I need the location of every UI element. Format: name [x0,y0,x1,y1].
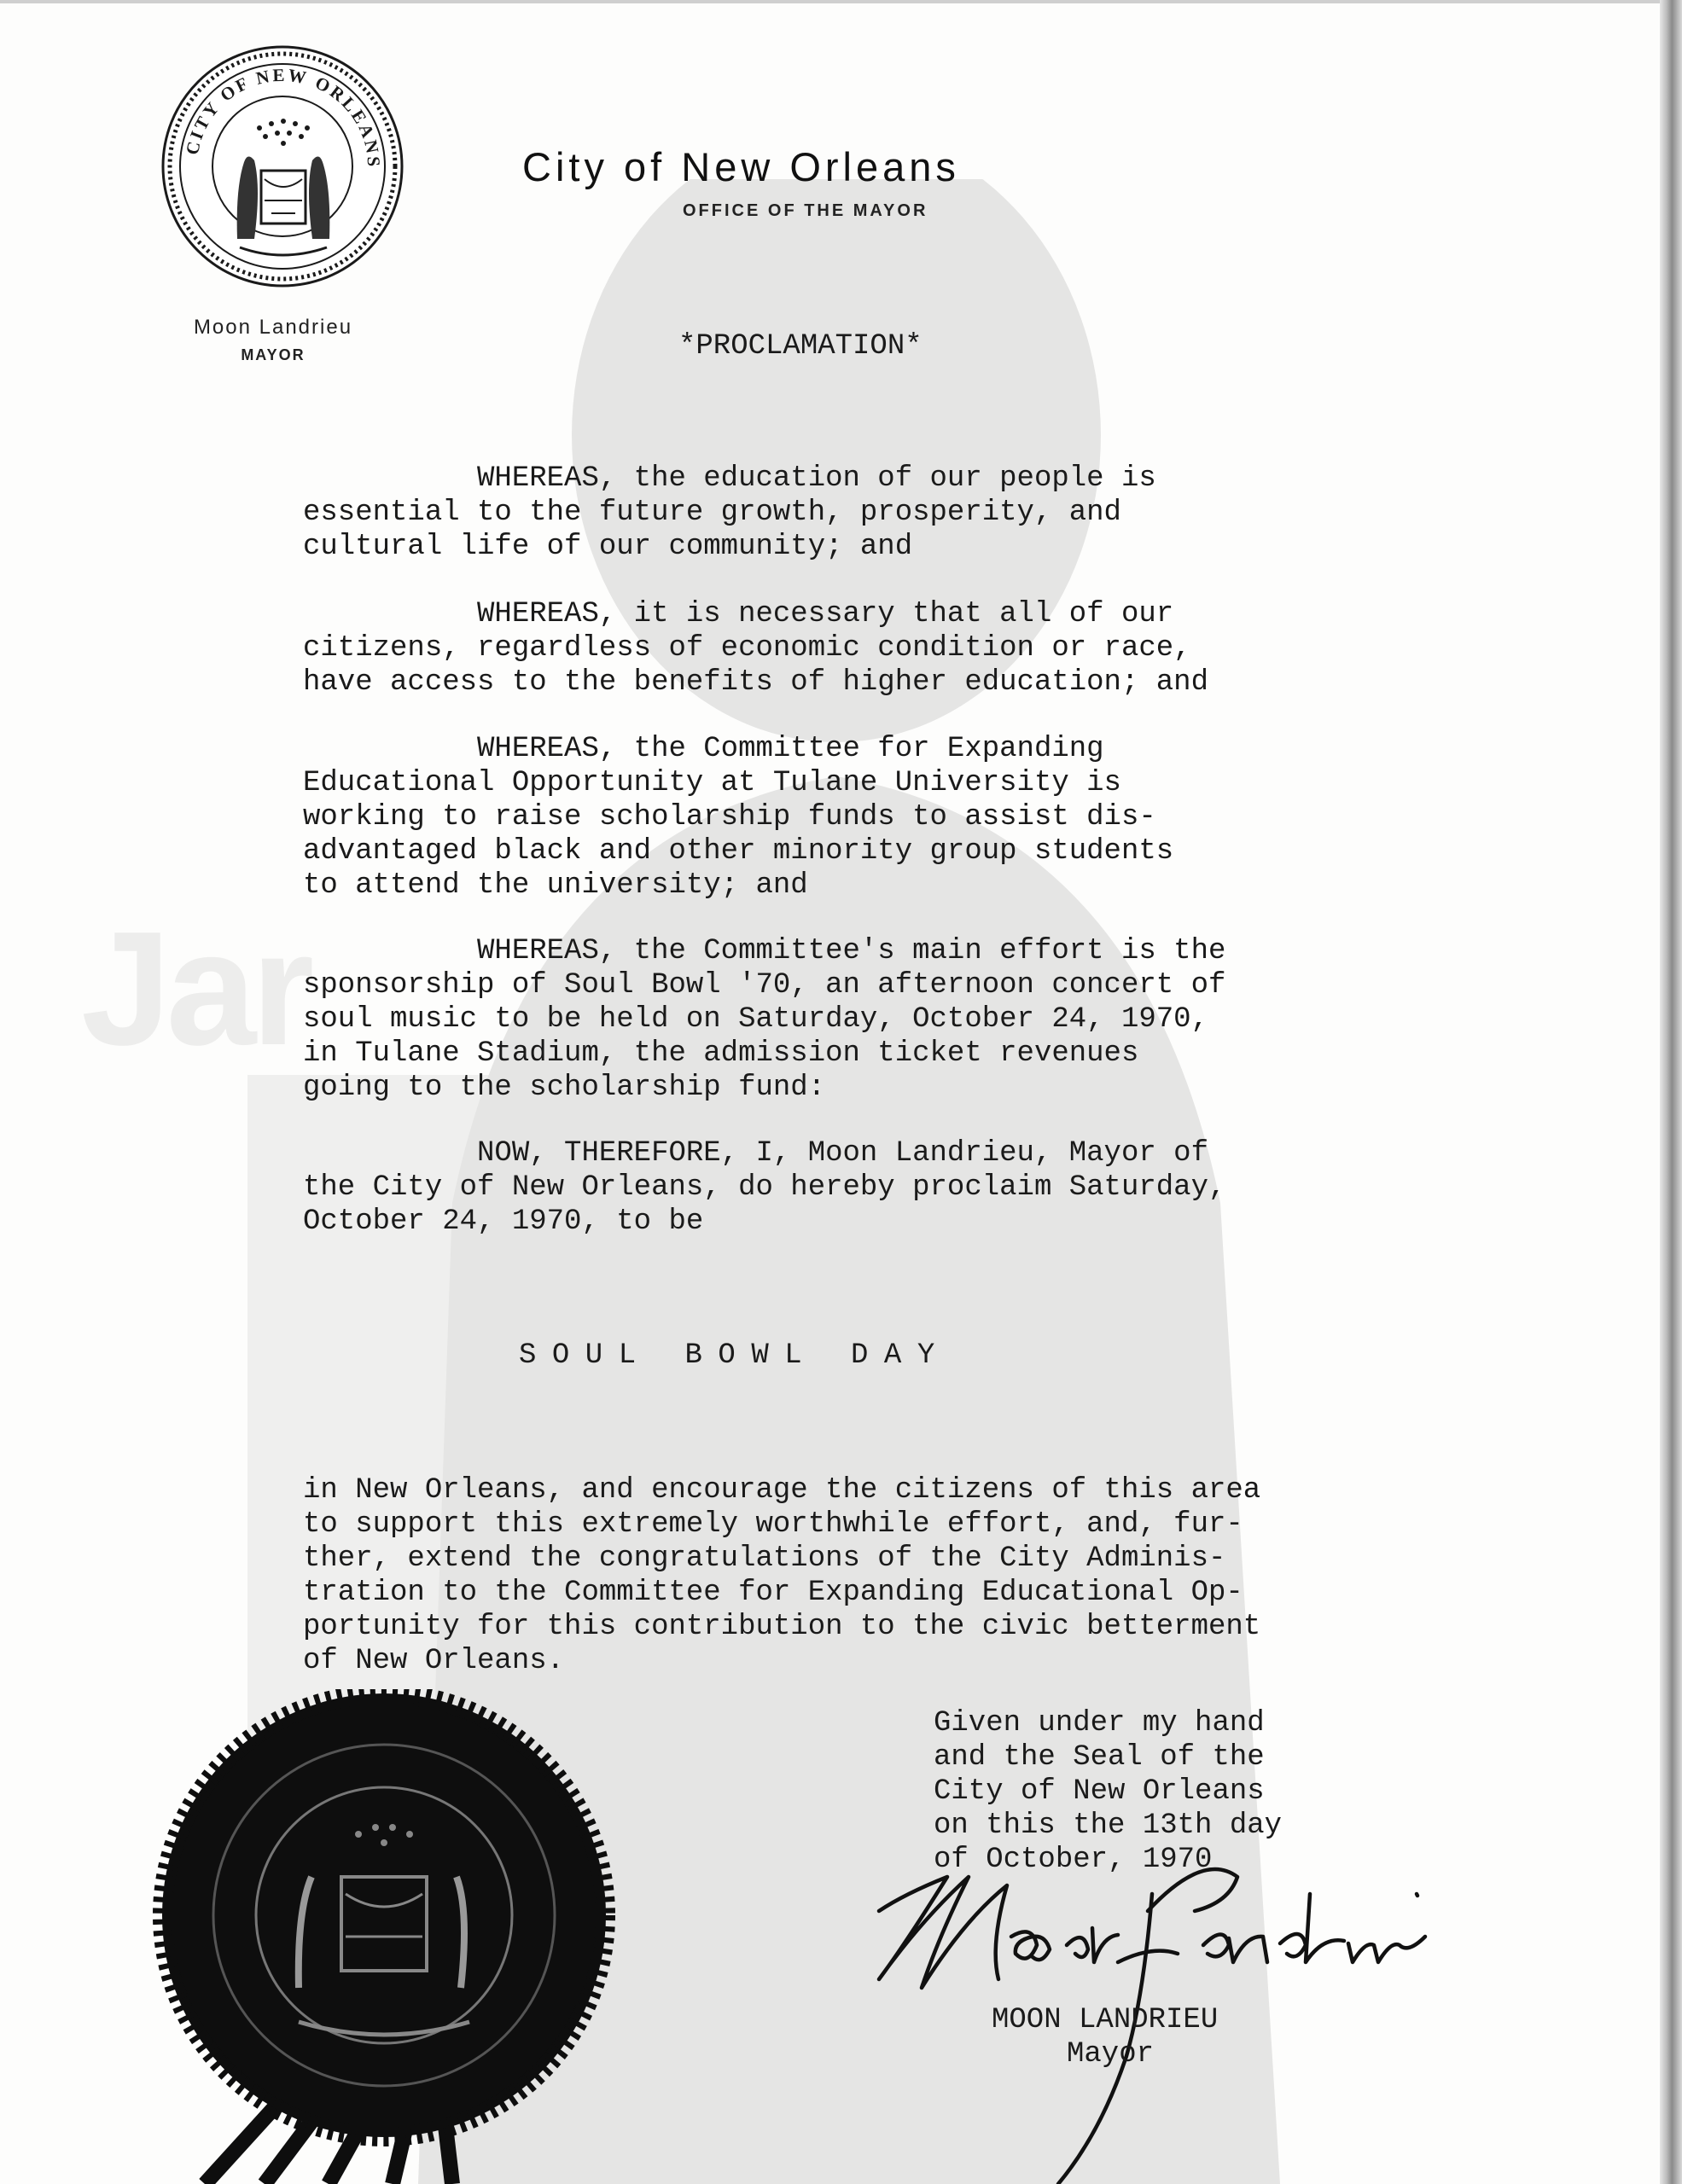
page-top-edge [0,0,1682,3]
given-under-hand-block: Given under my hand and the Seal of the City of New Orleans on this the 13th day of October, 1970 [934,1707,1283,1876]
binding-edge [1660,0,1682,2184]
therefore-paragraph: NOW, THEREFORE, I, Moon Landrieu, Mayor of the City of New Orleans, do hereby proclaim Saturday, October 24, 1970, to be [303,1137,1226,1238]
soul-bowl-day-title: SOUL BOWL DAY [519,1339,951,1372]
city-seal-emblem [159,43,406,290]
closing-paragraph: in New Orleans, and encourage the citizens of this area to support this extremely worthwhile effort, and, fur- ther, extend the congratulations of the City Adminis- tration to the Committee for Expanding Educational Op- portunity for this contribution to the civic betterment of New Orleans. [303,1474,1261,1677]
whereas-paragraph-2: WHEREAS, it is necessary that all of our citizens, regardless of economic condition or race, have access to the benefits of higher education; and [303,598,1208,699]
seal-inscription: CITY OF NEW ORLEANS [181,64,385,170]
proclamation-heading: *PROCLAMATION* [678,330,922,363]
letterhead-mayor-title: MAYOR [241,346,306,363]
letterhead-city-name: City of New Orleans [522,144,960,189]
whereas-paragraph-4: WHEREAS, the Committee's main effort is the sponsorship of Soul Bowl '70, an afternoon concert of soul music to be held on Saturday, October 24, 1970, in Tulane Stadium, the admission ticket revenues going to the scholarship fund: [303,935,1226,1104]
signer-title: Mayor [1067,2038,1155,2071]
letterhead-office: OFFICE OF THE MAYOR [683,201,928,220]
whereas-paragraph-3: WHEREAS, the Committee for Expanding Educational Opportunity at Tulane University is working to raise scholarship funds to assist dis- advantaged black and other minority group students to attend the university; and [303,733,1174,902]
signer-name: MOON LANDRIEU [992,2004,1219,2036]
whereas-paragraph-1: WHEREAS, the education of our people is essential to the future growth, prosperity, and cultural life of our community; and [303,462,1156,563]
letterhead-mayor-name: Moon Landrieu [193,316,353,339]
background-text-ghost: Jar [81,898,310,1079]
embossed-seal-emblem [128,1689,674,2184]
